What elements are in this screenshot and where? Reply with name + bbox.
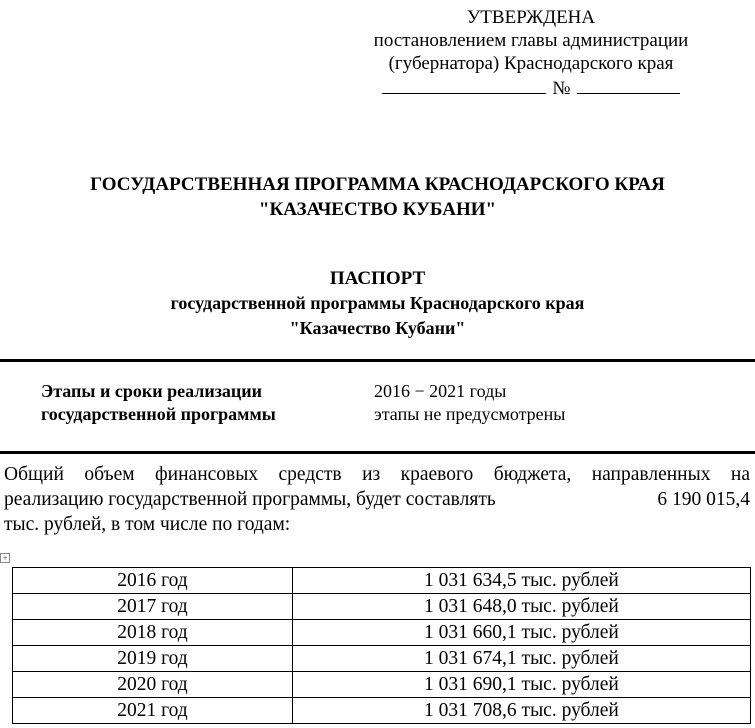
stages-value: [374, 380, 734, 426]
table-row: [13, 620, 751, 646]
year-cell: 2018 год: [13, 620, 293, 646]
amount-cell: 1 031 648,0 тыс. рублей: [292, 594, 750, 620]
date-blank: [382, 75, 546, 94]
amount-cell: 1 031 634,5 тыс. рублей: [292, 568, 750, 594]
passport-heading: [0, 266, 755, 341]
table-row: [13, 646, 751, 672]
approval-resolution: постановлением главы администрации: [373, 30, 689, 51]
year-cell: 2017 год: [13, 594, 293, 620]
finance-line3: тыс. рублей, в том числе по годам:: [4, 514, 291, 535]
amount-cell: 1 031 674,1 тыс. рублей: [292, 646, 750, 672]
stages-note: этапы не предусмотрены: [374, 404, 566, 424]
number-sign: №: [552, 78, 571, 99]
number-blank: [577, 75, 680, 94]
year-cell: 2021 год: [13, 698, 293, 724]
move-handle-icon[interactable]: +: [0, 553, 10, 563]
approval-governor: (губернатора) Краснодарского края: [388, 53, 674, 74]
stages-label-line2: государственной программы: [41, 404, 276, 424]
amount-cell: 1 031 690,1 тыс. рублей: [292, 672, 750, 698]
stages-label: [41, 380, 351, 426]
stages-label-line1: Этапы и сроки реализации: [41, 381, 263, 401]
stages-period: 2016 − 2021 годы: [374, 381, 507, 401]
year-cell: 2020 год: [13, 672, 293, 698]
passport-subtitle: государственной программы Краснодарского края: [170, 293, 585, 313]
finance-paragraph: [4, 462, 750, 537]
program-title: [0, 172, 755, 222]
passport-title: ПАСПОРТ: [329, 268, 426, 289]
finance-line1: Общий объем финансовых средств из краевого бюджета, направленных на: [4, 464, 750, 485]
passport-program-name: "Казачество Кубани": [289, 318, 466, 338]
year-cell: 2016 год: [13, 568, 293, 594]
amount-cell: 1 031 660,1 тыс. рублей: [292, 620, 750, 646]
years-table: [12, 567, 751, 724]
program-title-line1: ГОСУДАРСТВЕННАЯ ПРОГРАММА КРАСНОДАРСКОГО КРАЯ: [90, 174, 665, 195]
table-row: [13, 698, 751, 724]
divider-bottom: [0, 451, 755, 454]
divider-top: [0, 359, 755, 362]
finance-line2: [4, 487, 750, 512]
approval-block: [355, 6, 707, 100]
table-row: [13, 672, 751, 698]
table-row: [13, 594, 751, 620]
approval-date-number-row: [355, 75, 707, 100]
year-cell: 2019 год: [13, 646, 293, 672]
approval-title: УТВЕРЖДЕНА: [466, 7, 596, 28]
table-row: [13, 568, 751, 594]
amount-cell: 1 031 708,6 тыс. рублей: [292, 698, 750, 724]
finance-line2-text: реализацию государственной программы, будет составлять: [4, 489, 496, 510]
program-title-line2: "КАЗАЧЕСТВО КУБАНИ": [258, 199, 497, 220]
finance-total: 6 190 015,4: [657, 489, 750, 510]
